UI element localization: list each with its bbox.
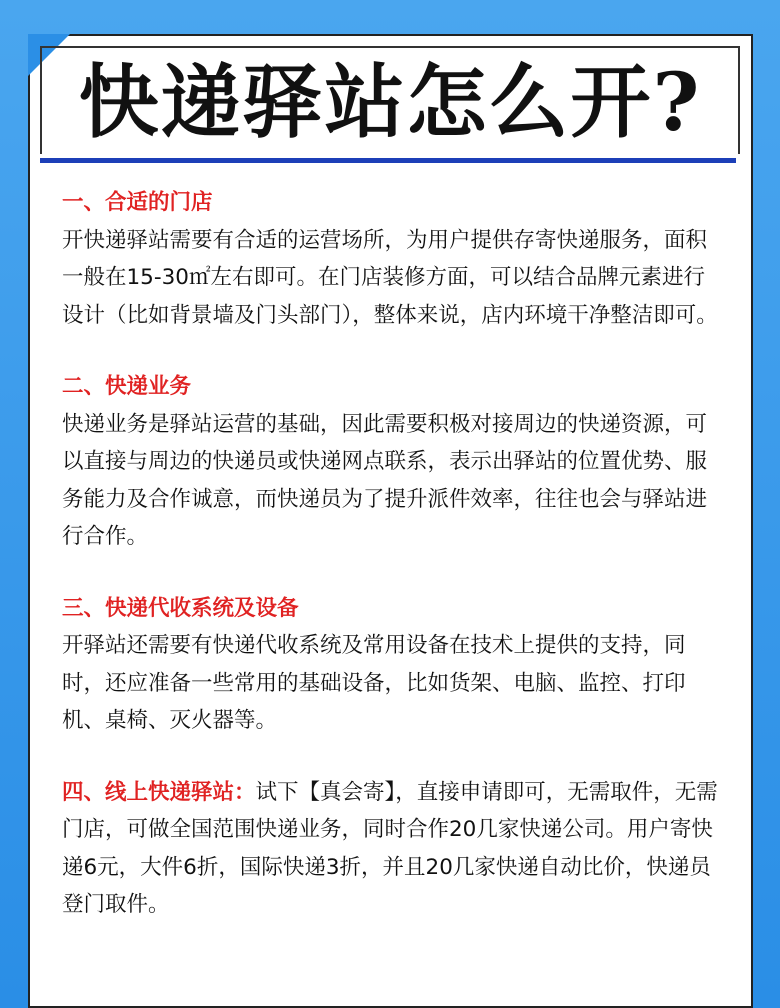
section-text: 开快递驿站需要有合适的运营场所，为用户提供存寄快递服务，面积一般在15-30㎡左右即可。在门店装修方面，可以结合品牌元素进行设计（比如背景墙及门头部门），整体来说，店内环境干净整洁即可。 [62,227,718,328]
section-text: 快递业务是驿站运营的基础，因此需要积极对接周边的快递资源，可以直接与周边的快递员或快递网点联系，表示出驿站的位置优势、服务能力及合作诚意，而快递员为了提升派件效率，往往也会与驿站进行合作。 [62,411,708,549]
section-heading: 四、线上快递驿站： [62,779,256,805]
section-text: 试下【真会寄】，直接申请即可，无需取件，无需门店，可做全国范围快递业务，同时合作20几家快递公司。用户寄快递6元，大件6折，国际快递3折，并且20几家快递自动比价，快递员登门取件。 [62,779,718,917]
section-system [62,590,722,740]
section-paragraph [62,774,722,924]
page-title: 快递驿站怎么开? [78,55,702,149]
section-text: 开驿站还需要有快递代收系统及常用设备在技术上提供的支持，同时，还应准备一些常用的基础设备，比如货架、电脑、监控、打印机、桌椅、灭火器等。 [62,633,686,733]
section-store [62,184,722,334]
section-heading: 三、快递代收系统及设备 [62,595,299,621]
section-business [62,368,722,556]
section-online [62,774,722,924]
section-heading: 二、快递业务 [62,374,192,399]
title-divider [40,158,736,163]
article-body [62,184,722,958]
section-heading: 一、合适的门店 [62,190,213,215]
